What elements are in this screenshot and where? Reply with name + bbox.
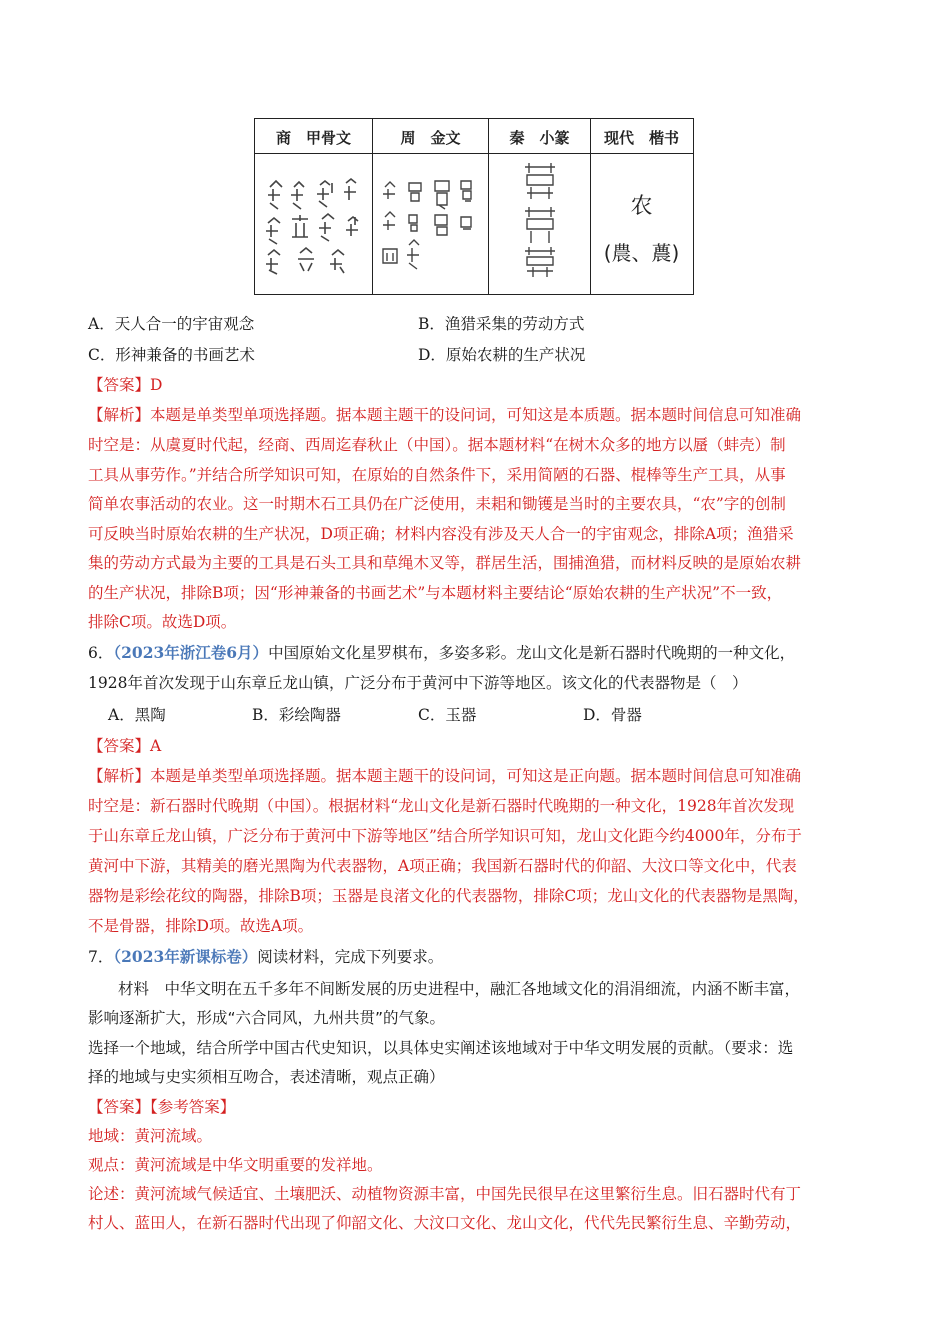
q5-analysis-line: 工具从事劳作。”并结合所学知识可知，在原始的自然条件下，采用简陋的石器、棍棒等生产工具，从事 [88,466,786,484]
q6-option-c: C．玉器 [418,706,477,724]
q6-analysis-line: 于山东章丘龙山镇，广泛分布于黄河中下游等地区”结合所学知识可知，龙山文化距今约4000年，分布于 [88,827,802,845]
small-seal-glyphs-image [515,161,575,291]
q5-option-b: B．渔猎采集的劳动方式 [418,315,585,333]
q7-argument-line: 村人、蓝田人，在新石器时代出现了仰韶文化、大汶口文化、龙山文化，代代先民繁衍生息、辛勤劳动， [88,1214,802,1232]
script-evolution-table [254,118,694,295]
q7-task-line: 选择一个地域，结合所学中国古代史知识，以具体史实阐述该地域对于中华文明发展的贡献。（要求：选 [88,1039,794,1057]
q6-analysis-line: 不是骨器，排除D项。故选A项。 [88,917,314,935]
small-seal-column [489,119,591,294]
q5-analysis-line: 排除C项。故选D项。 [88,613,237,631]
q7-number: 7． [88,948,114,966]
q6-answer: 【答案】A [88,737,162,755]
q6-analysis-line: 时空是：新石器时代晚期（中国）。根据材料“龙山文化是新石器时代晚期的一种文化，1928年首次发现 [88,797,795,815]
oracle-bone-header: 商 甲骨文 [275,129,351,147]
q5-analysis-line: 集的劳动方式最为主要的工具是石头工具和草绳木叉等，群居生活，围捕渔猎，而材料反映的是原始农耕 [88,554,802,572]
q7-task-line: 择的地域与史实须相互吻合，表述清晰，观点正确） [88,1068,445,1086]
q6-analysis-line: 器物是彩绘花纹的陶器，排除B项；玉器是良渚文化的代表器物，排除C项；龙山文化的代表器物是黑陶， [88,887,809,905]
q6-option-b: B．彩绘陶器 [252,706,341,724]
q5-analysis-line: 的生产状况，排除B项；因“形神兼备的书画艺术”与本题材料主要结论“原始农耕的生产状况”不一致， [88,584,783,602]
q7-region: 地域：黄河流域。 [88,1127,213,1145]
q5-option-d: D．原始农耕的生产状况 [418,346,586,364]
q5-option-c: C．形神兼备的书画艺术 [88,346,255,364]
modern-variants: (農、蕽) [603,241,680,265]
small-seal-header: 秦 小篆 [509,129,570,147]
q7-argument-line: 论述：黄河流域气候适宜、土壤肥沃、动植物资源丰富，中国先民很早在这里繁衍生息。旧石器时代有丁 [88,1185,802,1203]
oracle-bone-glyphs-image [260,177,370,277]
q6-stem-line-2: 1928年首次发现于山东章丘龙山镇，广泛分布于黄河中下游等地区。该文化的代表器物是（ ） [88,674,748,692]
q6-option-d: D．骨器 [583,706,642,724]
modern-char: 农 [630,194,653,219]
bronze-column [373,119,489,294]
q6-option-a: A．黑陶 [108,706,166,724]
q5-analysis-line: 时空是：从虞夏时代起，经商、西周迄春秋止（中国）。据本题材料“在树木众多的地方以蜃（蚌壳）制 [88,436,786,454]
bronze-header: 周 金文 [400,129,461,147]
q5-answer: 【答案】D [88,376,163,394]
q6-analysis-line: 黄河中下游，其精美的磨光黑陶为代表器物，A项正确；我国新石器时代的仰韶、大汶口等文化中，代表 [88,857,797,875]
q7-material-line: 材料 中华文明在五千多年不间断发展的历史进程中，融汇各地域文化的涓涓细流，内涵不断丰富， [118,980,801,998]
q7-material-line: 影响逐渐扩大，形成“六合同风，九州共贯”的气象。 [88,1009,446,1027]
q7-answer: 【答案】【参考答案】 [88,1098,236,1116]
q6-stem-text: 中国原始文化星罗棋布，多姿多彩。龙山文化是新石器时代晚期的一种文化， [268,644,796,662]
q7-stem-line [88,947,443,967]
regular-script-column [591,119,692,294]
bronze-glyphs-image [379,175,487,275]
q5-option-a: A．天人合一的宇宙观念 [88,315,255,333]
q6-stem-line [88,643,795,663]
q5-analysis-line: 可反映当时原始农耕的生产状况，D项正确；材料内容没有涉及天人合一的宇宙观念，排除A项；渔猎采 [88,525,794,543]
q6-number: 6． [88,644,114,662]
q6-analysis-line: 【解析】本题是单类型单项选择题。据本题主题干的设问词，可知这是正向题。据本题时间信息可知准确 [88,767,802,785]
q6-source: （2023年浙江卷6月） [113,643,269,662]
q5-analysis-line: 简单农事活动的农业。这一时期木石工具仍在广泛使用，耒耜和锄镬是当时的主要农具，“农”字的创制 [88,495,786,513]
q5-analysis-line: 【解析】本题是单类型单项选择题。据本题主题干的设问词，可知这是本质题。据本题时间信息可知准确 [88,406,802,424]
regular-script-header: 现代 楷书 [603,129,679,147]
q7-stem-text: 阅读材料，完成下列要求。 [257,948,444,966]
q7-viewpoint: 观点：黄河流域是中华文明重要的发祥地。 [88,1156,383,1174]
q7-source: （2023年新课标卷） [113,947,258,966]
oracle-bone-column [255,119,373,294]
